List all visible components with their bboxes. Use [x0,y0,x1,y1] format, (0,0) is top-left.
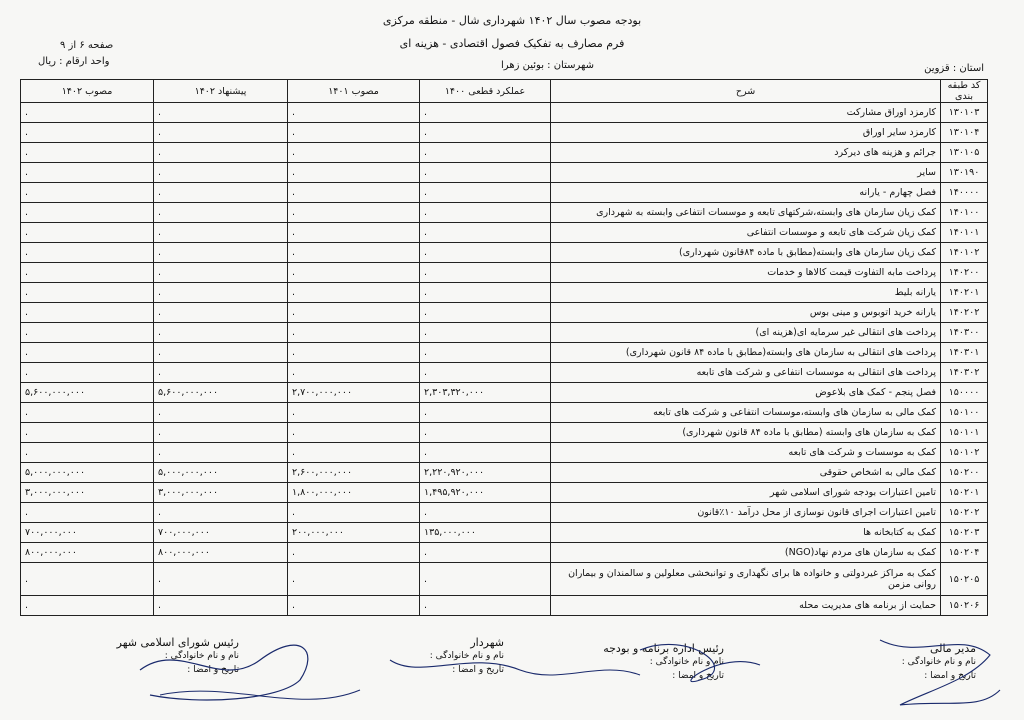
actual-1400-cell: . [420,443,551,463]
classification-code-cell: ۱۴۰۱۰۰ [941,203,988,223]
approved-1402-cell: . [21,243,154,263]
approved-1402-cell: . [21,143,154,163]
column-header-code: کد طبقه بندی [941,80,988,103]
approved-1402-cell: . [21,343,154,363]
council-head-signature-tail [160,690,360,699]
actual-1400-cell: . [420,163,551,183]
approved-1402-cell: ۸۰۰,۰۰۰,۰۰۰ [21,543,154,563]
classification-code-cell: ۱۵۰۲۰۴ [941,543,988,563]
actual-1400-cell: . [420,543,551,563]
table-row [21,143,988,163]
table-row [21,263,988,283]
approved-1402-cell: . [21,363,154,383]
classification-code-cell: ۱۳۰۱۰۵ [941,143,988,163]
description-cell: کمک زیان سازمان های وابسته،شرکتهای تابعه و موسسات انتفاعی وابسته به شهرداری [551,203,941,223]
signature-title: رئیس اداره برنامه و بودجه [603,642,724,655]
actual-1400-cell: . [420,183,551,203]
classification-code-cell: ۱۴۰۳۰۰ [941,323,988,343]
column-header-approved-1402: مصوب ۱۴۰۲ [21,80,154,103]
table-row [21,403,988,423]
budget-head-signature [640,644,760,681]
description-cell: یارانه خرید اتوبوس و مینی بوس [551,303,941,323]
proposed-1402-cell: . [154,283,288,303]
table-row [21,383,988,403]
approved-1401-cell: . [288,163,420,183]
actual-1400-cell: . [420,223,551,243]
proposed-1402-cell: . [154,503,288,523]
actual-1400-cell: . [420,503,551,523]
classification-code-cell: ۱۵۰۲۰۵ [941,563,988,596]
table-row [21,123,988,143]
actual-1400-cell: . [420,143,551,163]
classification-code-cell: ۱۵۰۲۰۳ [941,523,988,543]
classification-code-cell: ۱۵۰۲۰۲ [941,503,988,523]
description-cell: تامین اعتبارات اجرای قانون نوسازی از محل درآمد ۱۰٪قانون [551,503,941,523]
proposed-1402-cell: . [154,563,288,596]
actual-1400-cell: ۱۳۵,۰۰۰,۰۰۰ [420,523,551,543]
table-row [21,463,988,483]
approved-1401-cell: . [288,423,420,443]
date-signature-label: تاریخ و امضا : [672,671,724,681]
classification-code-cell: ۱۵۰۱۰۲ [941,443,988,463]
proposed-1402-cell: ۷۰۰,۰۰۰,۰۰۰ [154,523,288,543]
approved-1402-cell: . [21,503,154,523]
description-cell: پرداخت های انتقالی به موسسات انتفاعی و شرکت های تابعه [551,363,941,383]
approved-1402-cell: . [21,183,154,203]
proposed-1402-cell: . [154,323,288,343]
actual-1400-cell: . [420,103,551,123]
classification-code-cell: ۱۳۰۱۰۳ [941,103,988,123]
approved-1401-cell: ۲,۶۰۰,۰۰۰,۰۰۰ [288,463,420,483]
classification-code-cell: ۱۵۰۱۰۰ [941,403,988,423]
actual-1400-cell: . [420,596,551,616]
description-cell: کمک مالی به اشخاص حقوقی [551,463,941,483]
description-cell: پرداخت مابه التفاوت قیمت کالاها و خدمات [551,263,941,283]
description-cell: کمک به کتابخانه ها [551,523,941,543]
proposed-1402-cell: . [154,183,288,203]
approved-1401-cell: . [288,563,420,596]
classification-code-cell: ۱۴۰۳۰۱ [941,343,988,363]
proposed-1402-cell: . [154,203,288,223]
approved-1402-cell: . [21,223,154,243]
approved-1402-cell: ۳,۰۰۰,۰۰۰,۰۰۰ [21,483,154,503]
approved-1401-cell: . [288,183,420,203]
table-row [21,163,988,183]
actual-1400-cell: . [420,263,551,283]
approved-1401-cell: . [288,143,420,163]
actual-1400-cell: ۲,۳۰۳,۳۲۰,۰۰۰ [420,383,551,403]
actual-1400-cell: . [420,123,551,143]
signature-title: مدیر مالی [929,642,976,655]
table-row [21,503,988,523]
table-row [21,596,988,616]
classification-code-cell: ۱۴۰۳۰۲ [941,363,988,383]
proposed-1402-cell: . [154,123,288,143]
approved-1401-cell: . [288,503,420,523]
classification-code-cell: ۱۵۰۲۰۱ [941,483,988,503]
classification-code-cell: ۱۴۰۲۰۲ [941,303,988,323]
approved-1402-cell: . [21,596,154,616]
classification-code-cell: ۱۵۰۲۰۶ [941,596,988,616]
proposed-1402-cell: . [154,443,288,463]
actual-1400-cell: . [420,243,551,263]
actual-1400-cell: . [420,283,551,303]
approved-1401-cell: . [288,596,420,616]
date-signature-label: تاریخ و امضا : [452,665,504,675]
approved-1402-cell: ۵,۶۰۰,۰۰۰,۰۰۰ [21,383,154,403]
description-cell: کمک به سازمان های مردم نهاد(NGO) [551,543,941,563]
proposed-1402-cell: ۵,۰۰۰,۰۰۰,۰۰۰ [154,463,288,483]
table-row [21,183,988,203]
classification-code-cell: ۱۴۰۰۰۰ [941,183,988,203]
classification-code-cell: ۱۵۰۲۰۰ [941,463,988,483]
column-header-description: شرح [551,80,941,103]
approved-1401-cell: . [288,443,420,463]
description-cell: جرائم و هزینه های دیرکرد [551,143,941,163]
handwritten-signatures [0,620,1024,720]
table-row [21,543,988,563]
approved-1401-cell: . [288,263,420,283]
signature-title: رئیس شورای اسلامی شهر [116,636,239,649]
approved-1401-cell: . [288,103,420,123]
name-label: نام و نام خانوادگی : [429,651,504,661]
actual-1400-cell: . [420,203,551,223]
proposed-1402-cell: . [154,303,288,323]
page-number: صفحه ۶ از ۹ [60,40,114,51]
description-cell: کمک به مراکز غیردولتی و خانواده ها برای نگهداری و توانبخشی معلولین و سالمندان و بیماران روانی مزمن [551,563,941,596]
description-cell: فصل پنجم - کمک های بلاعوض [551,383,941,403]
proposed-1402-cell: . [154,263,288,283]
budget-table [20,79,988,616]
approved-1402-cell: . [21,303,154,323]
proposed-1402-cell: . [154,423,288,443]
description-cell: کمک زیان شرکت های تابعه و موسسات انتفاعی [551,223,941,243]
approved-1402-cell: ۵,۰۰۰,۰۰۰,۰۰۰ [21,463,154,483]
approved-1401-cell: . [288,223,420,243]
name-label: نام و نام خانوادگی : [164,651,239,661]
date-signature-label: تاریخ و امضا : [187,665,239,675]
description-cell: یارانه بلیط [551,283,941,303]
description-cell: پرداخت های انتقالی به سازمان های وابسته(مطابق با ماده ۸۴ قانون شهرداری) [551,343,941,363]
name-label: نام و نام خانوادگی : [901,657,976,667]
table-row [21,243,988,263]
proposed-1402-cell: . [154,596,288,616]
table-row [21,563,988,596]
description-cell: تامین اعتبارات بودجه شورای اسلامی شهر [551,483,941,503]
document-title: بودجه مصوب سال ۱۴۰۲ شهرداری شال - منطقه مرکزی [382,14,642,27]
approved-1402-cell: . [21,443,154,463]
description-cell: کمک مالی به سازمان های وابسته،موسسات انتفاعی و شرکت های تابعه [551,403,941,423]
proposed-1402-cell: . [154,243,288,263]
approved-1402-cell: . [21,323,154,343]
column-header-approved-1401: مصوب ۱۴۰۱ [288,80,420,103]
approved-1402-cell: . [21,203,154,223]
classification-code-cell: ۱۴۰۲۰۰ [941,263,988,283]
approved-1402-cell: . [21,563,154,596]
financial-manager-signature [880,640,1000,705]
proposed-1402-cell: . [154,163,288,183]
approved-1401-cell: . [288,543,420,563]
description-cell: کارمزد سایر اوراق [551,123,941,143]
proposed-1402-cell: . [154,343,288,363]
actual-1400-cell: . [420,303,551,323]
actual-1400-cell: . [420,323,551,343]
table-row [21,203,988,223]
description-cell: کارمزد اوراق مشارکت [551,103,941,123]
approved-1402-cell: . [21,283,154,303]
proposed-1402-cell: . [154,363,288,383]
proposed-1402-cell: ۵,۶۰۰,۰۰۰,۰۰۰ [154,383,288,403]
classification-code-cell: ۱۴۰۱۰۱ [941,223,988,243]
currency-unit: واحد ارقام : ریال [38,56,110,67]
approved-1401-cell: . [288,403,420,423]
approved-1401-cell: . [288,323,420,343]
table-header-row [21,80,988,103]
province-label: استان : قزوین [924,63,984,74]
classification-code-cell: ۱۵۰۱۰۱ [941,423,988,443]
county-label: شهرستان : بوئین زهرا [501,60,594,71]
table-row [21,483,988,503]
budget-table-body [21,103,988,616]
description-cell: فصل چهارم - یارانه [551,183,941,203]
classification-code-cell: ۱۴۰۱۰۲ [941,243,988,263]
table-row [21,323,988,343]
actual-1400-cell: ۲,۲۲۰,۹۲۰,۰۰۰ [420,463,551,483]
proposed-1402-cell: ۳,۰۰۰,۰۰۰,۰۰۰ [154,483,288,503]
actual-1400-cell: . [420,363,551,383]
table-row [21,443,988,463]
description-cell: کمک زیان سازمان های وابسته(مطابق با ماده ۸۴قانون شهرداری) [551,243,941,263]
mayor-signature [390,660,640,675]
approved-1402-cell: . [21,163,154,183]
date-signature-label: تاریخ و امضا : [924,671,976,681]
table-row [21,523,988,543]
actual-1400-cell: . [420,423,551,443]
table-row [21,423,988,443]
approved-1402-cell: . [21,103,154,123]
approved-1401-cell: . [288,363,420,383]
document-subtitle: فرم مصارف به تفکیک فصول اقتصادی - هزینه ای [399,37,625,50]
table-row [21,343,988,363]
description-cell: کمک به موسسات و شرکت های تابعه [551,443,941,463]
description-cell: پرداخت های انتقالی غیر سرمایه ای(هزینه ای) [551,323,941,343]
classification-code-cell: ۱۴۰۲۰۱ [941,283,988,303]
approved-1401-cell: ۲۰۰,۰۰۰,۰۰۰ [288,523,420,543]
approved-1401-cell: . [288,243,420,263]
classification-code-cell: ۱۳۰۱۹۰ [941,163,988,183]
actual-1400-cell: . [420,343,551,363]
approved-1402-cell: . [21,123,154,143]
name-label: نام و نام خانوادگی : [649,657,724,667]
approved-1402-cell: ۷۰۰,۰۰۰,۰۰۰ [21,523,154,543]
approved-1401-cell: . [288,283,420,303]
description-cell: کمک به سازمان های وابسته (مطابق با ماده ۸۴ قانون شهرداری) [551,423,941,443]
table-row [21,103,988,123]
proposed-1402-cell: . [154,223,288,243]
approved-1402-cell: . [21,423,154,443]
approved-1401-cell: . [288,343,420,363]
approved-1401-cell: . [288,123,420,143]
table-row [21,223,988,243]
proposed-1402-cell: . [154,143,288,163]
classification-code-cell: ۱۳۰۱۰۴ [941,123,988,143]
approved-1402-cell: . [21,263,154,283]
approved-1401-cell: . [288,203,420,223]
approved-1401-cell: ۲,۷۰۰,۰۰۰,۰۰۰ [288,383,420,403]
table-row [21,363,988,383]
actual-1400-cell: . [420,563,551,596]
proposed-1402-cell: ۸۰۰,۰۰۰,۰۰۰ [154,543,288,563]
description-cell: سایر [551,163,941,183]
classification-code-cell: ۱۵۰۰۰۰ [941,383,988,403]
table-row [21,303,988,323]
approved-1402-cell: . [21,403,154,423]
table-row [21,283,988,303]
approved-1401-cell: . [288,303,420,323]
actual-1400-cell: . [420,403,551,423]
column-header-actual-1400: عملکرد قطعی ۱۴۰۰ [420,80,551,103]
proposed-1402-cell: . [154,103,288,123]
actual-1400-cell: ۱,۴۹۵,۹۲۰,۰۰۰ [420,483,551,503]
column-header-proposed-1402: پیشنهاد ۱۴۰۲ [154,80,288,103]
proposed-1402-cell: . [154,403,288,423]
approved-1401-cell: ۱,۸۰۰,۰۰۰,۰۰۰ [288,483,420,503]
description-cell: حمایت از برنامه های مدیریت محله [551,596,941,616]
signature-title: شهردار [470,636,504,649]
